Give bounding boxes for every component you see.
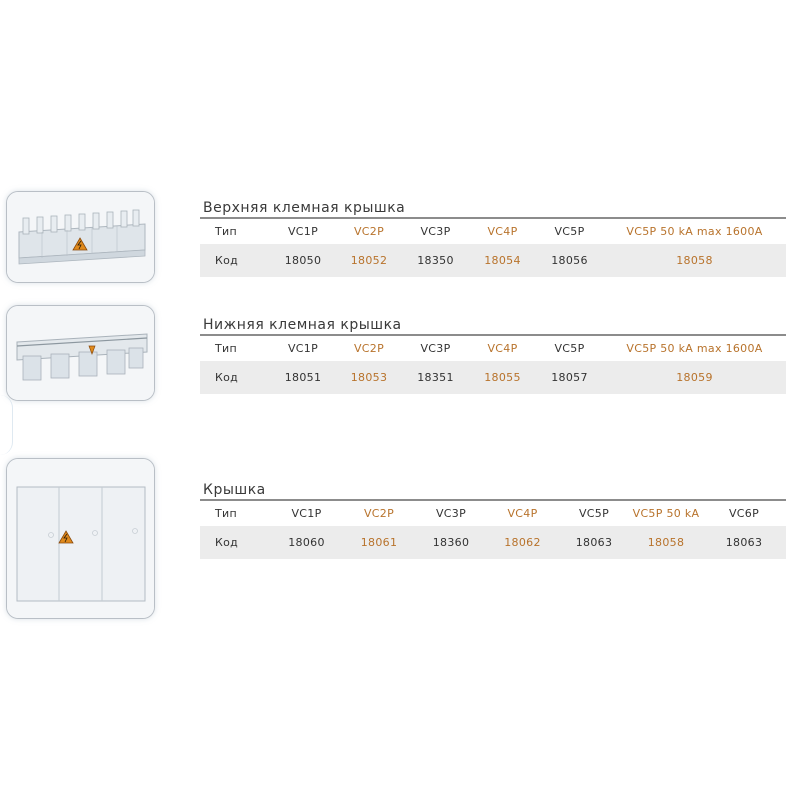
section-title: Верхняя клемная крышка [203, 200, 406, 216]
lower-terminal-cover-section [200, 316, 786, 394]
type-cell: VC1P [270, 500, 343, 526]
specs-table [200, 499, 786, 559]
code-cell: 18055 [469, 361, 536, 394]
type-cell: VC5P [536, 335, 603, 361]
code-cell: 18350 [402, 244, 469, 277]
code-label: Код [200, 361, 270, 394]
upper-terminal-cover-image [6, 191, 155, 283]
code-cell: 18063 [558, 526, 630, 559]
code-cell: 18051 [270, 361, 336, 394]
upper-terminal-cover-section [200, 199, 786, 277]
code-cell: 18058 [603, 244, 786, 277]
specs-table [200, 217, 786, 277]
code-row [200, 361, 786, 394]
type-cell: VC1P [270, 218, 336, 244]
lower-terminal-cover-image [6, 305, 155, 401]
type-row [200, 500, 786, 526]
code-label: Код [200, 526, 270, 559]
type-cell: VC1P [270, 335, 336, 361]
code-cell: 18059 [603, 361, 786, 394]
code-cell: 18058 [630, 526, 702, 559]
type-cell: VC2P [336, 335, 402, 361]
type-row [200, 218, 786, 244]
type-cell: VC3P [402, 335, 469, 361]
type-label: Тип [200, 218, 270, 244]
type-cell: VC4P [469, 218, 536, 244]
code-cell: 18057 [536, 361, 603, 394]
type-cell: VC3P [415, 500, 487, 526]
type-cell: VC4P [469, 335, 536, 361]
specs-table [200, 334, 786, 394]
type-cell: VC2P [343, 500, 415, 526]
type-row [200, 335, 786, 361]
type-cell: VC5P 50 kA [630, 500, 702, 526]
code-cell: 18056 [536, 244, 603, 277]
code-row [200, 244, 786, 277]
code-cell: 18054 [469, 244, 536, 277]
type-cell: VC5P [558, 500, 630, 526]
type-label: Тип [200, 500, 270, 526]
code-cell: 18050 [270, 244, 336, 277]
code-cell: 18053 [336, 361, 402, 394]
type-cell: VC5P [536, 218, 603, 244]
code-cell: 18360 [415, 526, 487, 559]
type-cell: VC2P [336, 218, 402, 244]
code-cell: 18351 [402, 361, 469, 394]
front-cover-image [6, 458, 155, 619]
type-cell: VC6P [702, 500, 786, 526]
type-cell: VC3P [402, 218, 469, 244]
type-cell: VC5P 50 kA max 1600A [603, 218, 786, 244]
decorative-edge [0, 395, 13, 455]
code-cell: 18052 [336, 244, 402, 277]
front-cover-section [200, 481, 786, 559]
code-cell: 18063 [702, 526, 786, 559]
code-cell: 18062 [487, 526, 558, 559]
code-cell: 18060 [270, 526, 343, 559]
code-cell: 18061 [343, 526, 415, 559]
code-row [200, 526, 786, 559]
type-cell: VC4P [487, 500, 558, 526]
type-cell: VC5P 50 kA max 1600A [603, 335, 786, 361]
code-label: Код [200, 244, 270, 277]
section-title: Крышка [203, 482, 266, 498]
section-title: Нижняя клемная крышка [203, 317, 402, 333]
type-label: Тип [200, 335, 270, 361]
